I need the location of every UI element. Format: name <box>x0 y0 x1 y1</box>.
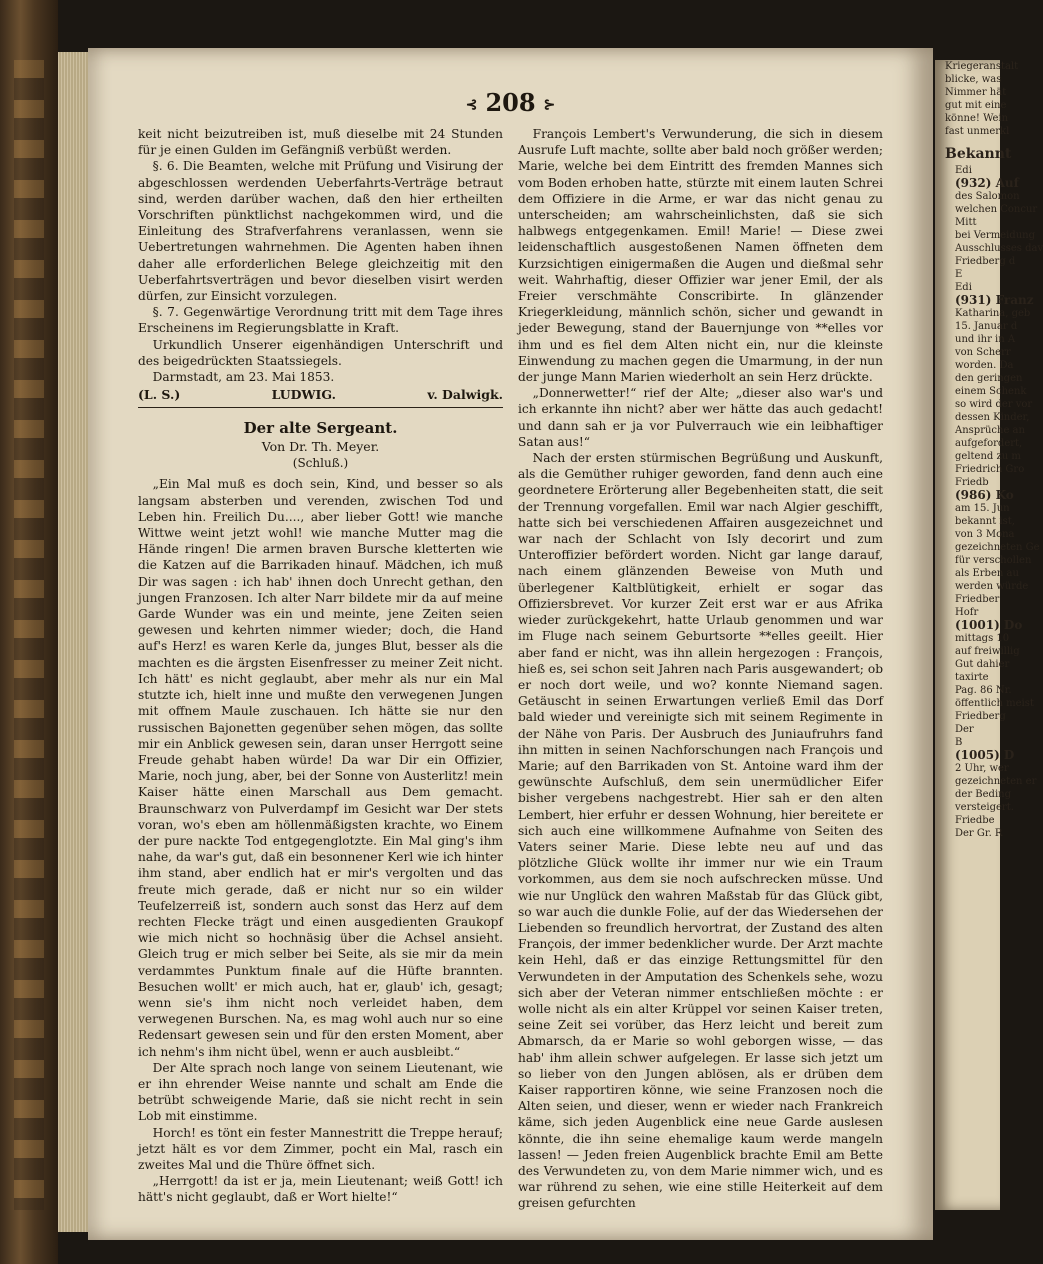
facing-page-entry: Friedb <box>955 477 989 488</box>
facing-page-entry: Friedrich Gro <box>955 464 1025 475</box>
right-column <box>518 126 883 1212</box>
facing-page-entry: (1005) D <box>955 748 1015 762</box>
paragraph: „Herrgott! da ist er ja, mein Lieutenant; weiß Gott! ich hätt's nicht geglaubt, daß er Wort hielte!“ <box>138 1174 503 1205</box>
place-date: Darmstadt, am 23. Mai 1853. <box>152 370 335 385</box>
facing-page-entry: B <box>955 737 963 748</box>
facing-page-entry: am 15. Jun <box>955 503 1010 514</box>
facing-page-entry: Edi <box>955 165 972 176</box>
ornament-right-icon: ⊱ <box>543 96 556 113</box>
facing-page-entry: (986) Ko <box>955 488 1014 502</box>
story-author: Von Dr. Th. Meyer. <box>261 439 380 455</box>
facing-page-line: Kriegeranstalt <box>945 61 1019 72</box>
paragraph: Der Alte sprach noch lange von seinem Lieutenant, wie er ihn ehrender Weise nannte und schalt am Ende die betrübt schweigende Marie, daß sie nicht recht in sein Lob mit einstimme. <box>138 1060 503 1124</box>
facing-page-line: blicke, was <box>945 74 1002 85</box>
page <box>88 48 933 1240</box>
facing-page-entry: bekannt ist, <box>955 516 1015 527</box>
facing-page-line: Nimmer hät <box>945 87 1007 98</box>
facing-page-entry: den geringen <box>955 373 1023 384</box>
seal-mark: (L. S.) <box>138 387 181 403</box>
facing-page-entry: Mitt <box>955 217 977 228</box>
page-header <box>88 88 933 117</box>
signature: LUDWIG. <box>271 387 336 403</box>
facing-page-entry: einem Schenk <box>955 386 1027 397</box>
facing-page-entry: Hofr <box>955 607 979 618</box>
facing-page-line: gut mit eine <box>945 100 1007 111</box>
book-binding <box>0 0 58 1264</box>
facing-page-entry: und ihr in A <box>955 334 1016 345</box>
page-number: 208 <box>485 88 536 117</box>
facing-page-entry: von 3 Mona <box>955 529 1015 540</box>
paragraph: Horch! es tönt ein fester Mannestritt die Treppe herauf; jetzt hält es vor dem Zimmer, pocht ein Mal, rasch ein zweites Mal und die Thüre öffnet sich. <box>138 1125 503 1172</box>
facing-page-entry: des Salomon <box>955 191 1020 202</box>
facing-page-entry: versteigert. <box>955 802 1014 813</box>
facing-page-entry: taxirte <box>955 672 989 683</box>
facing-page-entry: der Beding <box>955 789 1011 800</box>
facing-page-heading: Bekannt <box>945 146 1012 162</box>
facing-page-entry: Friedberg d <box>955 256 1016 267</box>
facing-page-entry: werden würde <box>955 581 1029 592</box>
facing-page-entry: geltend zu m <box>955 451 1021 462</box>
facing-page-entry: Edi <box>955 282 972 293</box>
facing-page-entry: als Erben au <box>955 568 1019 579</box>
facing-page-entry: bei Vermeidung <box>955 230 1035 241</box>
facing-page-entry: (932) Auf <box>955 176 1019 190</box>
story-note: (Schluß.) <box>292 456 349 471</box>
facing-page-entry: Gut dahier <box>955 659 1010 670</box>
facing-page-entries <box>935 164 1043 840</box>
divider <box>138 407 503 408</box>
paragraph: François Lembert's Verwunderung, die sich in diesem Ausrufe Luft machte, sollte aber bald noch größer werden; Marie, welche bei dem Eintritt des fremden Mannes sich vom Boden erhoben hatte, stürzte mit einem lauten Schrei dem Offiziere in die Arme, er war das nicht genau zu unterscheiden; am wahrscheinlichsten, daß sie sich halbwegs entgegenkamen. Emil! Marie! — Diese zwei leidenschaftlich ausgestoßenen Namen öffneten dem Kurzsichtigen einigermaßen die Augen und dießmal sehr weit. Wahrhaftig, dieser Offizier war jener Emil, der als Freier verschmähte Conscribirte. In glänzender Kriegerkleidung, männlich schön, sicher und gewandt in jeder Bewegung, stand der Bauernjunge von **elles vor ihm und es fiel dem Alten nicht ein, nur die kleinste Einwendung zu machen gegen die Umarmung, in der nun der junge Mann Marien wiederholt an sein Herz drückte. <box>518 127 883 385</box>
paragraph: keit nicht beizutreiben ist, muß dieselbe mit 24 Stunden für je einen Gulden im Gefängniß verbüßt werden. <box>138 127 503 158</box>
facing-page-entry: dessen Kinder, <box>955 412 1030 423</box>
paragraph: Nach der ersten stürmischen Begrüßung und Auskunft, als die Gemüther ruhiger geworden, fand denn auch eine geordnetere Erörterung aller Begebenheiten statt, die seit der Trennung vorgefallen. Emil war nach Algier geschifft, hatte sich bei verschiedenen Affairen ausgezeichnet und war nach der Schlacht von Isly decorirt und zum Unteroffizier befördert worden. Nicht gar lange darauf, nach einem glänzenden Beweise von Muth und überlegener Kaltblütigkeit, erhielt er sogar das Offiziersbrevet. Vor kurzer Zeit erst war er aus Afrika wieder zurückgekehrt, hatte Urlaub genommen und war im Fluge nach seinem Geburtsorte **elles geeilt. Hier aber fand er nicht, was ihn allein hergezogen : François, hieß es, sei schon seit Jahren nach Paris ausgewandert; ob er noch dort weile, und wo? konnte Niemand sagen. Getäuscht in seinen Erwartungen verließ Emil das Dorf bald wieder und vereinigte sich mit seinem Regimente in der Nähe von Paris. Der Ausbruch des Juniaufruhrs fand ihn mitten in seinen Nachforschungen nach François und Marie; auf den Barrikaden von St. Antoine ward ihm der gewünschte Aufschluß, dem sein unermüdlicher Eifer bisher vergebens nachgestrebt. Hier sah er den alten Lembert, hier erfuhr er dessen Wohnung, hier bereitete er sich auch eine willkommene Aufnahme von Seiten des Vaters seiner Marie. Diese lebte neu auf und das plötzliche Glück wollte ihr immer nur wie ein Traum vorkommen, aus dem sie noch aufschrecken müsse. Und wie nur Unglück den wahren Maßstab für das Glück gibt, so war auch die dunkle Folie, auf der das Wiedersehen der Liebenden so freundlich hervortrat, der Zustand des alten François, der immer bedenklicher wurde. Der Arzt machte kein Hehl, daß er das einzige Rettungsmittel für den Verwundeten in der Amputation des Schenkels sehe, wozu sich aber der Veteran nimmer entschließen möchte : er wolle nicht als ein alter Krüppel vor seinen Kaiser treten, seine Zeit sei vorüber, das Herz leicht und bereit zum Abmarsch, da er Marie so wohl geborgen wisse, — das hab' ihm allein schwer aufgelegen. Er lasse sich jetzt um so lieber von den Jungen ablösen, als er drüben dem Kaiser rapportiren könne, wie seine Franzosen noch die Alten seien, und dieser, wenn er wieder nach Frankreich käme, sich jeden Augenblick eine neue Garde auslesen könnte, die ihn seine ehemalige kaum werde mangeln lassen! — Jeden freien Augenblick brachte Emil am Bette des Verwundeten zu, von dem Marie nimmer wich, und es war rührend zu sehen, wie eine stille Heiterkeit auf dem greisen gefurchten <box>518 451 883 1211</box>
facing-page-entry: 15. Januar d <box>955 321 1018 332</box>
facing-page-entry: worden. Da <box>955 360 1014 371</box>
facing-page-entry: Pag. 86 Nr. <box>955 685 1012 696</box>
facing-page-line: fast unmerkl <box>945 126 1010 137</box>
paragraph: §. 7. Gegenwärtige Verordnung tritt mit dem Tage ihres Erscheinens im Regierungsblatte in Kraft. <box>138 305 503 336</box>
facing-page-entry: für verschollen <box>955 555 1032 566</box>
facing-page-entry: Friedber <box>955 594 1000 605</box>
paragraph: „Ein Mal muß es doch sein, Kind, und besser so als langsam absterben und verenden, zwischen Tod und Leben hin. Freilich Du...., aber lieber Gott! wie manche Wittwe weint jetzt wohl! wie manche Mutter mag die Hände ringen! Die armen braven Bursche kletterten wie die Katzen auf die Barrikaden hinauf. Mädchen, ich muß Dir was sagen : ich hab' ihnen doch Unrecht gethan, den jungen Franzosen. Ich alter Narr bildete mir da auf meine Garde Wunder was ein und meinte, jene Zeiten seien gewesen und kehrten nimmer wieder; doch, die Hand auf's Herz! es waren Kerle da, junges Blut, besser als die machten es die ärgsten Eisenfresser zu meiner Zeit nicht. Ich hätt' es nicht geglaubt, aber mehr als nur ein Mal stutzte ich, hielt inne und mußte den verwegenen Jungen mit offnem Maule zuschauen. Ich hätte sie nur den russischen Bajonetten gegenüber sehen mögen, das sollte mir ein Anblick gewesen sein, daran unser Herrgott seine Freude gehabt haben würde! Da war Dir ein Offizier, Marie, noch jung, aber, bei der Sonne von Austerlitz! mein Kaiser hätte einen Marschall aus Dem gemacht. Braunschwarz von Pulverdampf im Gesicht war Der stets voran, wo's eben am höllenmäßigsten krachte, wo Einem der pure nackte Tod entgegenglotzte. Ein Mal ging's ihm nahe, da war's gut, daß ein besonnener Kerl wie ich hinter ihm stand, aber endlich hat er mir's vergolten und das freute mich gerade, daß er nicht nur so ein wilder Teufelzerreiß ist, sondern auch sonst das Herz auf dem rechten Flecke trägt und einen ausgedienten Graukopf wie mich nicht so hochnäsig über die Achsel ansieht. Gleich trug er mich selber bei Seite, als sie mir da mein verdammtes Punktum finale auf die Hüfte brannten. Besuchen wollt' er mich auch, hat er, glaub' ich, gesagt; wenn sie's ihm nicht noch verleidet haben, dem verwegenen Burschen. Na, es mag wohl auch nur so eine Redensart gewesen sein und für den ersten Moment, aber ich nehm's ihm nicht übel, wenn er auch ausbleibt.“ <box>138 477 503 1059</box>
signature-line <box>138 387 503 403</box>
story-title: Der alte Sergeant. <box>243 419 398 438</box>
facing-page-entry: gezeichneten er <box>955 776 1037 787</box>
facing-page-entry: Ausschlusses dav <box>955 243 1043 254</box>
facing-page-entry: Friedbe <box>955 815 995 826</box>
minister-signature: v. Dalwigk. <box>427 387 503 403</box>
ornament-left-icon: ⊰ <box>465 96 478 113</box>
facing-page <box>935 60 1043 1210</box>
left-column <box>138 126 503 1206</box>
facing-page-entry: 2 Uhr, wer <box>955 763 1009 774</box>
facing-page-entry: Der Gr. R <box>955 828 1003 839</box>
facing-page-entry: mittags 10 <box>955 633 1010 644</box>
paragraph: §. 6. Die Beamten, welche mit Prüfung und Visirung der abgeschlossen werdenden Ueberfahrts-Verträge betraut sind, werden darüber wachen, daß den hier ertheilten Vorschriften pünktlichst nachgekommen wird, und die Einleitung des Strafverfahrens veranlassen, wenn sie Uebertretungen wahrnehmen. Die Agenten haben ihnen daher alle erforderlichen Belege gleichzeitig mit den Ueberfahrtsverträgen und bevor dieselben visirt werden dürfen, zur Einsicht vorzulegen. <box>138 159 503 304</box>
facing-page-entry: Ansprüche an <box>955 425 1025 436</box>
facing-page-entry: gezeichneten Ge <box>955 542 1040 553</box>
facing-page-entry: so wird der vor <box>955 399 1033 410</box>
facing-page-entry: (1001) Do <box>955 618 1023 632</box>
facing-page-entry: Katharina, geb <box>955 308 1031 319</box>
page-edges <box>58 52 90 1232</box>
facing-page-entry: Friedberg <box>955 711 1006 722</box>
facing-page-entry: (931) Franz <box>955 293 1034 307</box>
facing-page-entry: auf freiwillig <box>955 646 1020 657</box>
facing-page-entry: Der <box>955 724 974 735</box>
paragraph: Urkundlich Unserer eigenhändigen Unterschrift und des beigedrückten Staatssiegels. <box>138 337 503 368</box>
facing-page-entry: öffentlich meist <box>955 698 1034 709</box>
facing-page-entry: welchen Concur <box>955 204 1038 215</box>
facing-page-entry: von Scherr <box>955 347 1011 358</box>
facing-page-entry: aufgefordert, <box>955 438 1023 449</box>
facing-page-line: könne! Wein <box>945 113 1009 124</box>
facing-page-entry: E <box>955 269 963 280</box>
paragraph: „Donnerwetter!“ rief der Alte; „dieser also war's und ich erkannte ihn nicht? aber wer hätte das auch gedacht! und dann sah er ja vor Pulverrauch wie ein leibhaftiger Satan aus!“ <box>518 386 883 449</box>
